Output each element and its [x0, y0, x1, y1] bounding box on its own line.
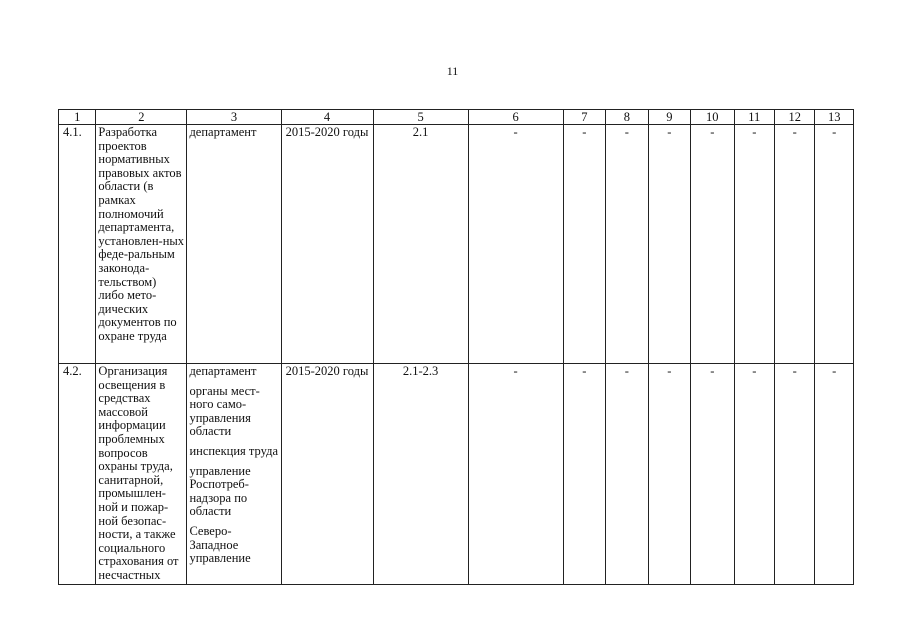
value-cell: -	[648, 125, 690, 364]
value-cell: -	[815, 364, 854, 585]
value-cell: -	[606, 125, 648, 364]
item-period: 2015-2020 годы	[281, 364, 373, 585]
item-period: 2015-2020 годы	[281, 125, 373, 364]
executor: департамент	[189, 364, 257, 378]
column-header: 5	[373, 110, 468, 125]
column-header: 6	[468, 110, 563, 125]
value-cell: -	[734, 125, 774, 364]
item-name: Организация освещения в средствах массовой информации проблемных вопросов охраны труда, санитарной, промышлен-ной и пожар-ной безопас-ности, а также социального страхования от несчастных	[96, 364, 187, 585]
item-link: 2.1-2.3	[373, 364, 468, 585]
column-header: 3	[187, 110, 281, 125]
column-header: 4	[281, 110, 373, 125]
value-cell: -	[734, 364, 774, 585]
item-executors	[187, 125, 281, 364]
value-cell: -	[606, 364, 648, 585]
column-header: 11	[734, 110, 774, 125]
executor: управление Роспотреб-надзора по области	[189, 463, 251, 519]
value-cell: -	[815, 125, 854, 364]
item-number: 4.2.	[59, 364, 96, 585]
column-header: 1	[59, 110, 96, 125]
table-row	[59, 364, 854, 585]
value-cell: -	[468, 364, 563, 585]
item-executors	[187, 364, 281, 585]
value-cell: -	[691, 125, 734, 364]
column-header: 10	[691, 110, 734, 125]
item-link: 2.1	[373, 125, 468, 364]
value-cell: -	[691, 364, 734, 585]
executor: департамент	[189, 125, 257, 139]
value-cell: -	[775, 125, 815, 364]
value-cell: -	[563, 364, 605, 585]
value-cell: -	[468, 125, 563, 364]
table-row	[59, 125, 854, 364]
executor: инспекция труда	[189, 443, 278, 458]
executor: Северо-Западное управление	[189, 523, 251, 566]
column-header: 13	[815, 110, 854, 125]
column-header: 9	[648, 110, 690, 125]
value-cell: -	[775, 364, 815, 585]
page-number: 11	[446, 64, 459, 78]
column-header: 8	[606, 110, 648, 125]
measures-table	[58, 109, 854, 585]
item-name: Разработка проектов нормативных правовых актов области (в рамках полномочий департамента, установлен-ных феде-ральным законода-тельством) либо мето-дических документов по охране труда	[96, 125, 187, 364]
column-header: 7	[563, 110, 605, 125]
item-number: 4.1.	[59, 125, 96, 364]
column-header: 2	[96, 110, 187, 125]
column-header: 12	[775, 110, 815, 125]
value-cell: -	[563, 125, 605, 364]
column-number-row	[59, 110, 854, 125]
value-cell: -	[648, 364, 690, 585]
executor: органы мест-ного само-управления области	[189, 383, 260, 439]
